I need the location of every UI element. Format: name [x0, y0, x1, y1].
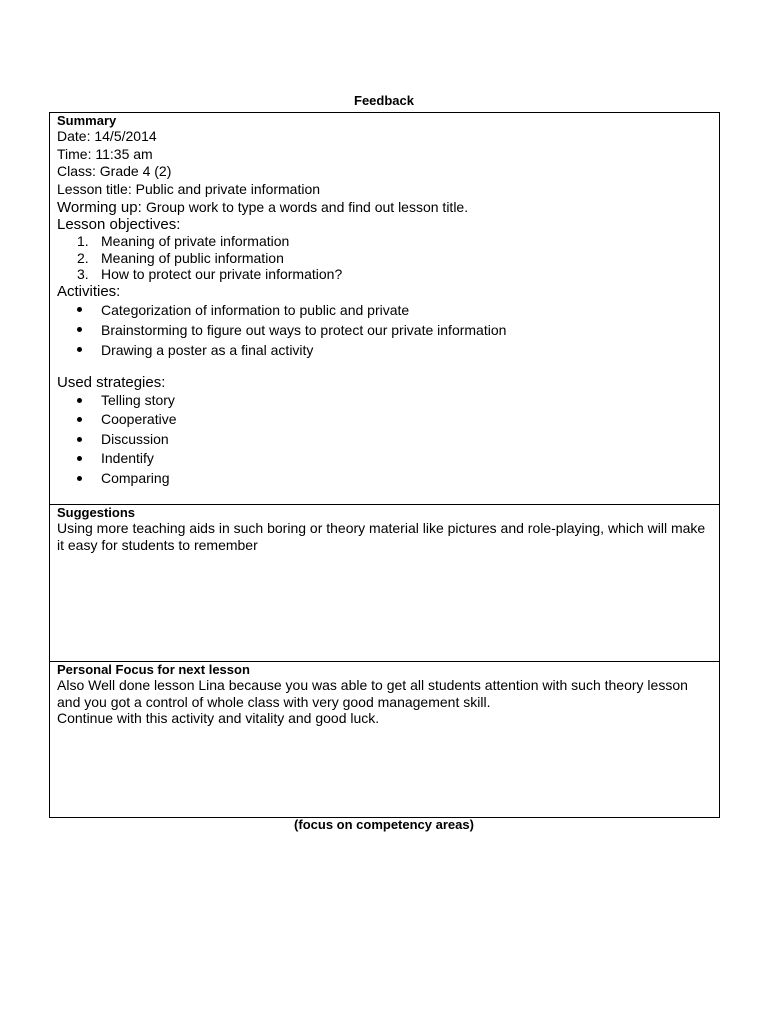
objective-text: Meaning of private information: [101, 233, 290, 249]
list-item: [57, 449, 712, 469]
warmup-value: Group work to type a words and find out lesson title.: [145, 199, 469, 215]
list-item: [57, 469, 712, 489]
objective-number: 3.: [77, 266, 89, 283]
list-item: [57, 430, 712, 450]
warmup-line: [57, 199, 712, 216]
summary-heading: Summary: [57, 113, 117, 128]
strategy-text: Comparing: [101, 469, 170, 486]
class-value: Grade 4 (2): [99, 163, 172, 179]
strategy-text: Discussion: [101, 430, 169, 447]
list-item: [57, 410, 712, 430]
time-line: [57, 146, 712, 164]
bullet-icon: [77, 307, 82, 312]
bullet-icon: [77, 398, 82, 403]
list-item: [57, 340, 712, 360]
activities-list: [57, 300, 712, 360]
bullet-icon: [77, 456, 82, 461]
suggestions-section: [50, 505, 719, 662]
time-label: Time:: [57, 145, 92, 162]
list-item: [57, 391, 712, 411]
list-item: [57, 250, 712, 267]
strategies-list: [57, 391, 712, 489]
bullet-icon: [77, 417, 82, 422]
strategy-text: Cooperative: [101, 411, 177, 428]
time-value: 11:35 am: [95, 145, 153, 162]
feedback-form: [49, 112, 720, 818]
bullet-icon: [77, 347, 82, 352]
list-item: [57, 233, 712, 250]
suggestions-text: Using more teaching aids in such boring or theory material like pictures and role-playing, which will make it easy for students to remember: [57, 520, 706, 553]
date-line: [57, 128, 712, 146]
personal-focus-text: Also Well done lesson Lina because you was able to get all students attention with such theory lesson and you got a control of whole class with very good management skill.: [57, 677, 688, 710]
activity-text: Drawing a poster as a final activity: [101, 341, 314, 358]
personal-focus-section: [50, 662, 719, 817]
bullet-icon: [77, 476, 82, 481]
objectives-list: [57, 233, 712, 283]
list-item: [57, 300, 712, 320]
class-line: [57, 163, 712, 181]
summary-section: [50, 113, 719, 505]
footer-note: (focus on competency areas): [294, 817, 474, 832]
list-item: [57, 266, 712, 283]
lesson-title-value: Public and private information: [135, 180, 321, 197]
activity-text: Brainstorming to figure out ways to protect our private information: [101, 321, 507, 338]
date-value: 14/5/2014: [94, 128, 157, 144]
bullet-icon: [77, 327, 82, 332]
activities-label: Activities:: [57, 282, 121, 300]
warmup-label: Worming up:: [57, 199, 142, 216]
suggestions-heading: Suggestions: [57, 505, 136, 520]
objective-number: 1.: [77, 233, 89, 249]
strategies-label: Used strategies:: [57, 373, 166, 391]
bullet-icon: [77, 437, 82, 442]
objective-number: 2.: [77, 249, 89, 266]
lesson-title-line: [57, 181, 712, 199]
class-label: Class:: [57, 163, 96, 179]
date-label: Date:: [57, 128, 91, 144]
page-title: Feedback: [354, 93, 414, 108]
strategy-text: Indentify: [101, 450, 154, 467]
strategy-text: Telling story: [101, 391, 175, 408]
objective-text: Meaning of public information: [101, 249, 284, 266]
personal-focus-heading: Personal Focus for next lesson: [57, 662, 250, 677]
objectives-label: Lesson objectives:: [57, 216, 181, 233]
list-item: [57, 320, 712, 340]
objective-text: How to protect our private information?: [101, 266, 343, 283]
personal-focus-closing: Continue with this activity and vitality and good luck.: [57, 710, 380, 726]
activity-text: Categorization of information to public and private: [101, 301, 410, 318]
lesson-title-label: Lesson title:: [57, 180, 132, 197]
